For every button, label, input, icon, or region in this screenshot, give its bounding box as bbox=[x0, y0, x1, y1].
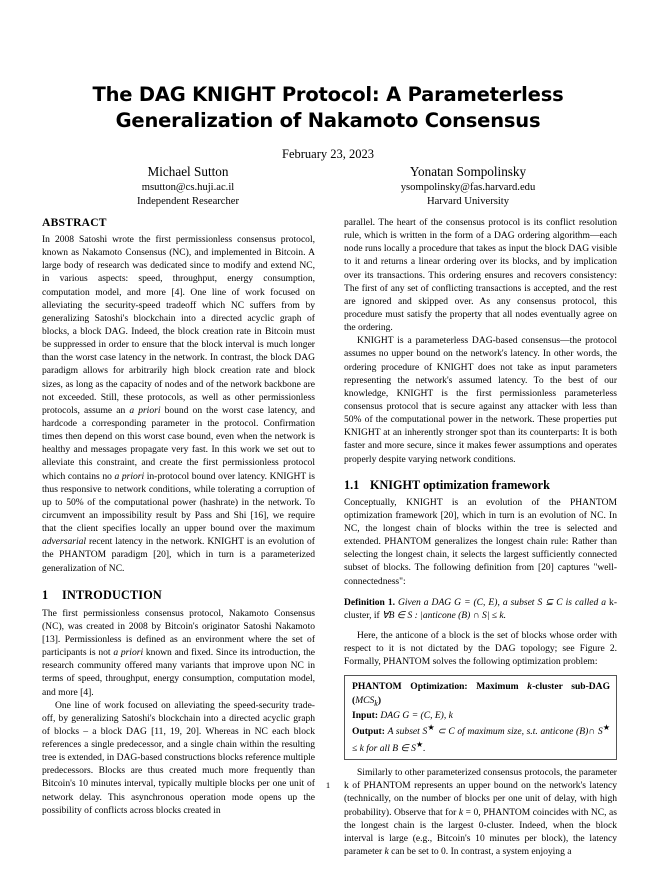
opt-output-value-2: ⊂ C of maximum size, s.t. bbox=[434, 726, 541, 738]
abstract-italic-3: adversarial bbox=[42, 536, 87, 548]
section-heading-introduction bbox=[42, 588, 315, 603]
opt-output-value-4: ≤ k for all B ∈ S bbox=[352, 742, 416, 754]
p5-part-a: Similarly to other parameterized consensus protocols, the parameter k of PHANTOM represents an upper bound on the network's latency (technically, on the number of blocks per one unit of delay, with high probability). Observe that for bbox=[344, 767, 617, 818]
section-number: 1 bbox=[42, 587, 49, 602]
definition-text-3: ∀B ∈ S : |anticone (B) ∩ S| ≤ k. bbox=[382, 609, 507, 621]
opt-output-label: Output: bbox=[352, 726, 385, 738]
opt-output-value-3: (B)∩ S bbox=[573, 726, 603, 738]
author-name: Yonatan Sompolinsky bbox=[409, 164, 527, 179]
opt-title-mcs: MCS bbox=[355, 694, 375, 706]
intro-p1-part-b: known and fixed. Since its introduction, the research community offered many variants that improve upon NC in terms of speed, throughput, energy consumption, computation model, and more [4]. bbox=[42, 647, 315, 698]
opt-title-bold-2: -cluster sub-DAG ( bbox=[352, 681, 610, 706]
subsection-title: KNIGHT optimization framework bbox=[370, 477, 550, 492]
definition-text-1: Given a DAG G = (C, E), a subset S ⊆ C is called a bbox=[398, 596, 607, 608]
right-paragraph-2: KNIGHT is a parameterless DAG-based consensus—the protocol assumes no upper bound on the network's latency. In other words, the ordering procedure of KNIGHT does not take as input parameters representing the network's assumed latency. To the best of our knowledge, KNIGHT is the first permissionless parameterless consensus protocol that is secure against any attacker with less than 50% of the computational power in the network. These properties put KNIGHT at an inherently stronger spot than its counterparts: It is both faster and more secure, since it makes fewer assumptions and operates properly despite varying network conditions. bbox=[344, 335, 617, 465]
p5-k-1: k bbox=[458, 806, 464, 818]
author-name: Michael Sutton bbox=[147, 164, 229, 179]
definition-text-2: k-cluster, if bbox=[344, 596, 617, 621]
abstract-text-part2: bound on the worst case latency, and hardcode a corresponding parameter in the protocol. Confirmation times then depend on this worst case bound, even when the network is healthy and messages propagate very fast. In this work we set out to alleviate this constraint, and create the first permissionless protocol which contains no bbox=[42, 404, 315, 482]
opt-input-value: DAG G = (C, E), k bbox=[380, 709, 453, 721]
author-affiliation: Harvard University bbox=[426, 195, 510, 207]
definition-label: Definition 1. bbox=[344, 596, 395, 608]
paper-date: February 23, 2023 bbox=[282, 147, 374, 162]
p5-part-b: = 0, PHANTOM coincides with NC, as the longest chain is the largest 0-cluster. Indeed, when the block interval is large (e.g., Bitcoin's 10 minutes per block), the latency parameter bbox=[344, 806, 618, 858]
page-title: The DAG KNIGHT Protocol: A Parameterless Generalization of Nakamoto Consensus bbox=[92, 83, 564, 132]
p5-k-2: k bbox=[384, 846, 389, 858]
opt-box-input bbox=[352, 709, 610, 722]
opt-title-k: k bbox=[527, 681, 533, 693]
subsection-number: 1.1 bbox=[344, 477, 360, 492]
opt-title-mcs-subscript: k bbox=[374, 698, 378, 708]
body-columns bbox=[42, 216, 617, 858]
abstract-text-part4: recent latency in the network. KNIGHT is an evolution of the PHANTOM paradigm [20], which in turn is a parameterized generalization of NC. bbox=[42, 536, 315, 574]
intro-p1-italic: a priori bbox=[113, 647, 144, 659]
p5-part-c: can be set to 0. In contrast, a system enjoying a bbox=[388, 846, 572, 858]
definition-block bbox=[344, 596, 617, 622]
title-block bbox=[48, 82, 608, 162]
author-email: msutton@cs.huji.ac.il bbox=[141, 181, 235, 193]
opt-title-bold: PHANTOM Optimization: Maximum bbox=[352, 681, 519, 693]
author-entry bbox=[48, 163, 328, 209]
abstract-italic-2: a priori bbox=[114, 470, 145, 482]
abstract-heading: ABSTRACT bbox=[42, 216, 107, 229]
opt-output-star-2: ★ bbox=[602, 723, 611, 733]
intro-paragraph-2: One line of work focused on alleviating the speed-security trade-off, by generalizing Satoshi's blockchain into a directed acyclic graph of blocks – a block DAG [11, 19, 20]. Whereas in NC each block references a single predecessor, and a single chain within the resulting tree is extended, in DAG-based constructions blocks reference multiple predecessors. Blocks are thus created much more frequently than Bitcoin's 10 minutes interval, typically multiple blocks per one unit of network delay. This asynchronous operation mode opens up the possibility of conflicts across blocks created in bbox=[42, 699, 315, 816]
intro-paragraph-1 bbox=[42, 607, 315, 699]
author-entry bbox=[328, 163, 608, 209]
author-affiliation: Independent Researcher bbox=[136, 195, 240, 207]
abstract-italic-1: a priori bbox=[129, 404, 161, 416]
subsection-heading-knight-optimization bbox=[344, 478, 617, 493]
author-email: ysompolinsky@fas.harvard.edu bbox=[400, 181, 536, 193]
opt-output-star-3: ★ bbox=[415, 739, 424, 749]
opt-output-value-5: . bbox=[423, 742, 426, 754]
opt-output-italic: anticone bbox=[540, 726, 574, 738]
right-column bbox=[344, 216, 617, 858]
opt-output-star: ★ bbox=[427, 723, 435, 733]
opt-input-label: Input: bbox=[352, 709, 379, 721]
left-column bbox=[42, 216, 315, 858]
abstract-text-part1: In 2008 Satoshi wrote the first permissionless consensus protocol, known as Nakamoto Consensus (NC), and implemented in Bitcoin. A large body of research was dedicated since to modify and extend NC, in various aspects: speed, throughput, energy consumption, computation model, and more [4]. One line of work focused on alleviating the security-speed tradeoff which NC suffers from by generalizing Satoshi's blockchain into a directed acyclic graph of blocks, a block DAG. Indeed, the block creation rate in Bitcoin must be suppressed in order to ensure that the block interval is much longer than the worst case latency in the network. In contrast, the block DAG paradigm allows for arbitrarily high block creation rate and block sizes, as long as the capacity of nodes and of the network backbone are not exceeded. Still, these protocols, as well as other permissionless protocols, assume an bbox=[42, 234, 315, 416]
opt-box-title bbox=[352, 680, 610, 708]
page-number: 1 bbox=[325, 780, 331, 790]
authors-block bbox=[48, 163, 608, 209]
right-paragraph-3: Conceptually, KNIGHT is an evolution of the PHANTOM optimization framework [20], which in turn is an evolution of NC. In NC, the longest chain of blocks within the tree is selected and extended. PHANTOM generalizes the longest chain rule: Rather than selecting the longest chain, it selects the largest sufficiently connected subset of blocks. The following definition from [20] captures "well-connectedness": bbox=[344, 496, 617, 587]
intro-p1-part-a: The first permissionless consensus protocol, Nakamoto Consensus (NC), was created in 2008 by Bitcoin's originator Satoshi Nakamoto [13]. Permissionless is defined as an environment where the set of participants is not bbox=[42, 607, 315, 659]
opt-title-close: ) bbox=[377, 694, 381, 706]
abstract-paragraph bbox=[42, 233, 315, 575]
opt-box-output bbox=[352, 722, 610, 755]
section-title: INTRODUCTION bbox=[62, 587, 162, 602]
right-paragraph-1: parallel. The heart of the consensus protocol is its conflict resolution rule, which is written in the form of a DAG ordering algorithm—each node runs locally a procedure that takes as input the block DAG visible to it and returns a linear ordering over its blocks, and by implication over its transactions. This ordering ensures and recovers consistency: The first of any set of conflicting transactions is accepted, and the rest are ignored and skipped over. As any consensus protocol, this procedure must satisfy the property that all nodes eventually agree on the ordering. bbox=[344, 217, 617, 334]
opt-output-value-1: A subset S bbox=[387, 726, 428, 738]
optimization-problem-box bbox=[344, 675, 617, 760]
abstract-text-part3: in-protocol bound over latency. KNIGHT is thus responsive to network conditions, while tolerating a corruption of up to 50% of the computational power (hashrate) in the network. To circumvent an impossibility result by Pass and Shi [16], we require that the client specifies locally an upper bound over the maximum bbox=[42, 470, 316, 535]
right-paragraph-4: Here, the anticone of a block is the set of blocks whose order with respect to it is not dictated by the DAG topology; see Figure 2. Formally, PHANTOM solves the following optimization problem: bbox=[344, 629, 617, 668]
